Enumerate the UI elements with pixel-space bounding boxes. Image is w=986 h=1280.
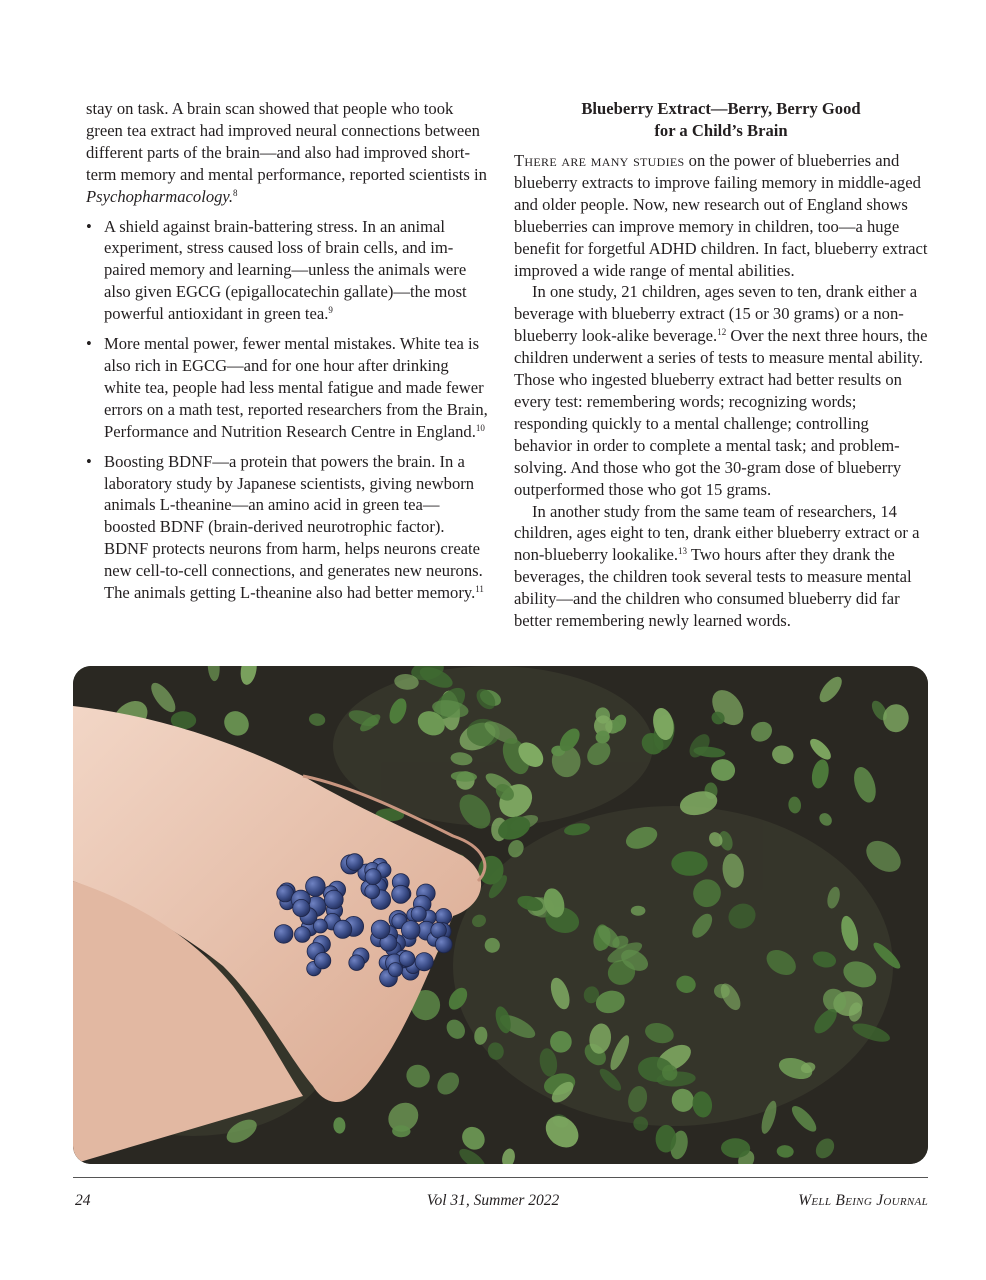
blueberry	[365, 884, 380, 899]
paragraph: In another study from the same team of researchers, 14 children, ages eight to ten, drank either blueberry extract or a non-blueberry lookalike.$^{13}$ Two hours after they drank the beverages, the children took several tests to measure mental ability—and the children who consumed blueberry did far better remembering newly learned words.	[514, 501, 920, 631]
blueberry	[306, 877, 326, 897]
blueberry	[365, 869, 381, 885]
blueberry	[392, 885, 410, 903]
publication-name: Well Being Journal	[798, 1192, 928, 1209]
intro-paragraph: stay on task. A brain scan showed that people who took green tea extract had improved neural connections between different parts of the brain—and also had improved short-term memory and mental performance, reported scientists in Psychopharmacology.$^8$	[86, 99, 487, 206]
leaf	[671, 851, 707, 876]
blueberry	[274, 925, 293, 944]
list-item: • Boosting BDNF—a protein that powers the brain. In a laboratory study by Japanese scientists, giving newborn animals L-theanine—an amino acid in green tea—boosted BDNF (brain-derived neurotrophic factor). BDNF protects neurons from harm, helps neurons create new cell-to-cell connections, and generates new neurons. The animals getting L-theanine also had better memory.$^{11}$	[86, 451, 484, 603]
blueberry	[415, 953, 433, 971]
blueberry	[371, 920, 390, 939]
left-column	[86, 98, 488, 604]
blueberry	[399, 951, 415, 967]
leaf	[631, 906, 646, 916]
blueberry	[314, 953, 330, 969]
issue-info: Vol 31, Summer 2022	[426, 1192, 560, 1209]
hands-holding-blueberries-illustration	[73, 666, 928, 1164]
blueberry	[295, 927, 311, 943]
blueberry	[313, 919, 327, 933]
blueberry	[411, 906, 426, 921]
blueberry	[349, 955, 365, 971]
blueberry	[334, 920, 352, 938]
blueberry	[401, 921, 420, 940]
list-item: • A shield against brain-battering stress. In an animal experiment, stress caused loss of brain cells, and impaired memory and learning—unless the animals were also given EGCG (epigallocatechin gallate)—the most powerful antioxidant in green tea.$^9$	[86, 216, 467, 324]
blueberry	[293, 899, 310, 916]
paragraph: In one study, 21 children, ages seven to ten, drank either a beverage with blueberry extract (15 or 30 grams) or a non-blueberry look-alike beverage.$^{12}$ Over the next three hours, the children underwent a series of tests to measure mental ability. Those who ingested blueberry extract had better results on every test: remembering words; recognizing words; responding quickly to a mental challenge; controlling behavior in order to complete a mental task; and problem-solving. And those who got the 30-gram dose of blueberry outperformed those who got 15 grams.	[514, 282, 928, 499]
footer-rule	[73, 1177, 928, 1178]
list-item: • More mental power, fewer mental mistakes. White tea is also rich in EGCG—and for one hour after drinking white tea, people had less mental fatigue and made fewer errors on a math test, reported researchers from the Brain, Performance and Nutrition Research Centre in England.$^{10}$	[86, 334, 488, 441]
page-number: 24	[75, 1192, 91, 1209]
bullet-list	[86, 216, 488, 604]
right-column	[514, 98, 928, 632]
blueberries-photo	[73, 666, 928, 1164]
blueberry	[324, 890, 343, 909]
blueberry	[346, 854, 363, 871]
paragraph: There are many studies on the power of blueberries and blueberry extracts to improve failing memory in middle-aged and older people. Now, new research out of England shows blueberries can improve memory in children, too—a huge benefit for forgetful ADHD children. In fact, blueberry extract improved a wide range of mental abilities.	[514, 151, 928, 280]
section-heading: Blueberry Extract—Berry, Berry Good for a Child’s Brain	[581, 99, 861, 140]
blueberry	[388, 963, 402, 977]
blueberry	[435, 936, 452, 953]
